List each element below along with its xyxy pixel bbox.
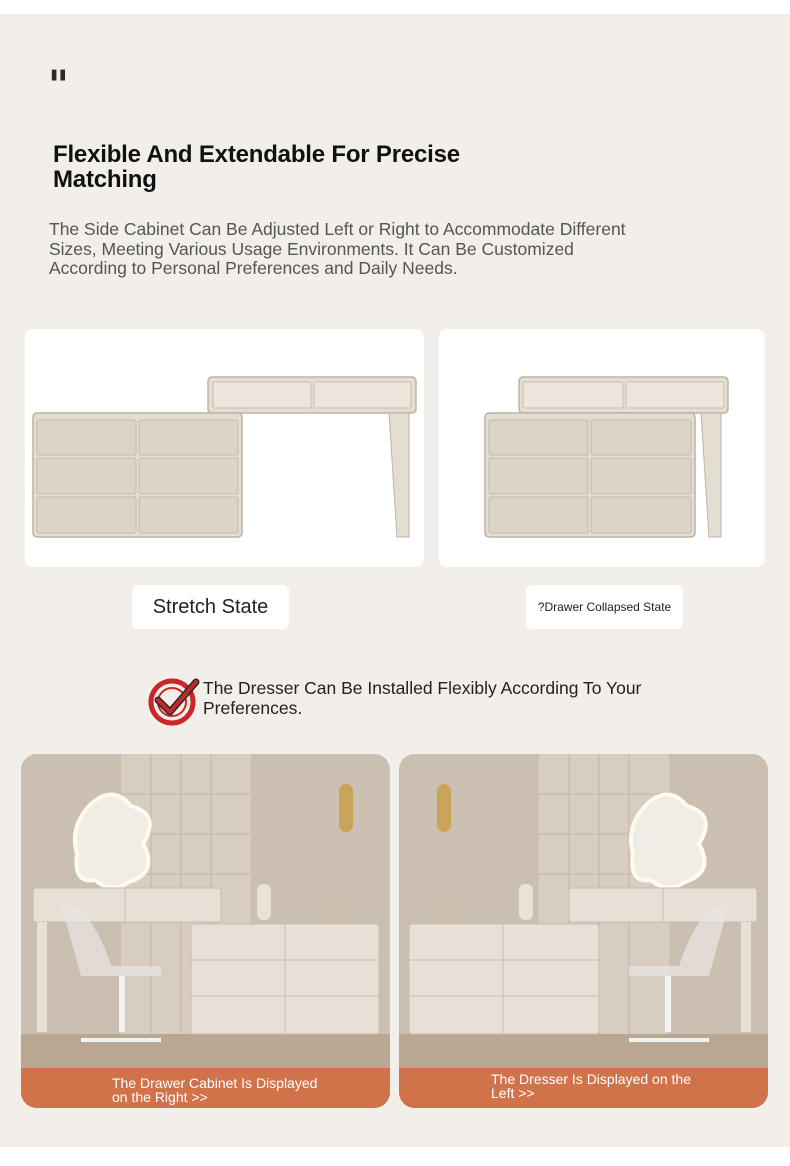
collapsed-state-image xyxy=(439,329,765,567)
collapsed-state-label: ?Drawer Collapsed State xyxy=(526,585,683,629)
photo-caption: The Dresser Is Displayed on the Left >> xyxy=(491,1071,691,1101)
room-photo-cabinet-right xyxy=(21,754,390,1108)
quote-mark: " xyxy=(48,63,69,109)
photo-caption: The Drawer Cabinet Is Displayed on the Right >> xyxy=(112,1075,318,1105)
page-description: The Side Cabinet Can Be Adjusted Left or Right to Accommodate Different Sizes, Meeting Various Usage Environments. It Can Be Customized According to Personal Preferences and Daily Needs. xyxy=(49,219,626,278)
page-title: Flexible And Extendable For Precise Matching xyxy=(53,141,460,193)
stretch-state-label: Stretch State xyxy=(132,585,289,629)
feature-text: The Dresser Can Be Installed Flexibly According To Your Preferences. xyxy=(203,678,642,718)
stretch-state-image xyxy=(25,329,424,567)
room-photo-dresser-left xyxy=(399,754,768,1108)
check-icon xyxy=(148,676,200,726)
product-page xyxy=(0,14,790,1147)
